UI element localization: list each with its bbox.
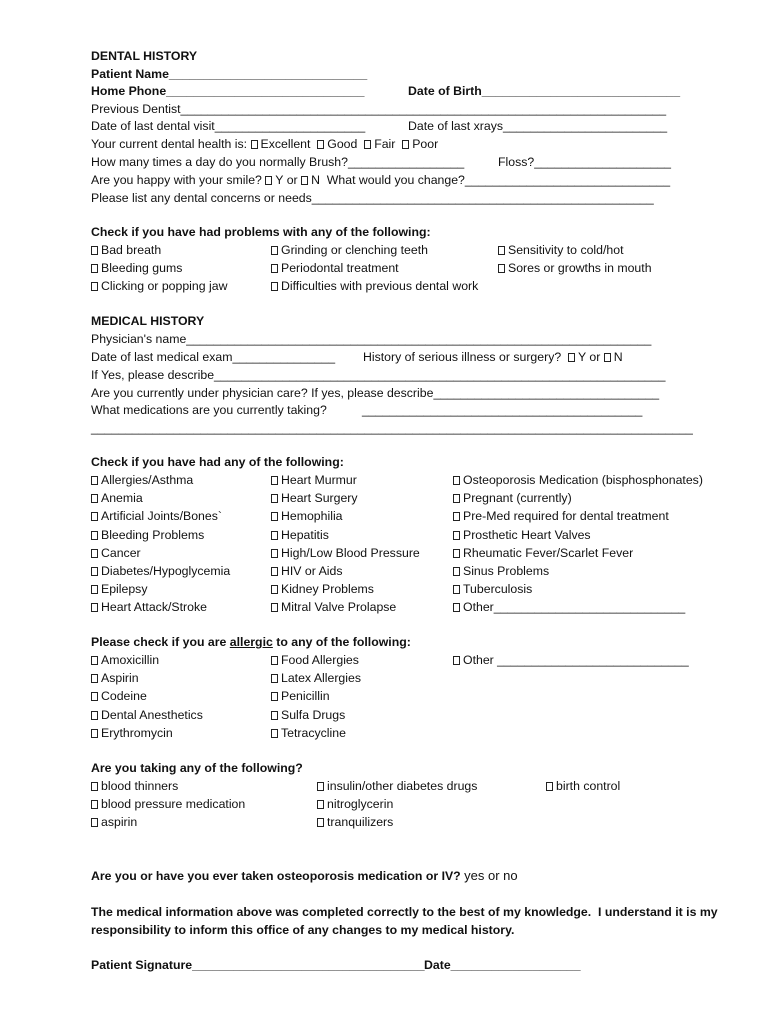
physician-name-field[interactable]: Physician's name____________________________________________________________________ (91, 332, 652, 346)
medication-item[interactable] (317, 778, 477, 794)
dental-problem-label: Clicking or popping jaw (101, 279, 228, 293)
dental-problem-label: Bad breath (101, 243, 162, 257)
checkbox[interactable] (271, 264, 278, 273)
medication-label: insulin/other diabetes drugs (327, 779, 478, 793)
checkbox[interactable] (402, 140, 409, 149)
medication-item[interactable] (91, 796, 245, 812)
condition-item[interactable] (453, 527, 591, 543)
medication-label: tranquilizers (327, 815, 394, 830)
condition-item[interactable] (453, 490, 572, 506)
statement-line-2: responsibility to inform this office of any changes to my medical history. (91, 923, 515, 937)
checkbox[interactable] (91, 585, 98, 594)
allergy-item[interactable] (91, 670, 139, 686)
checkbox[interactable] (271, 603, 278, 612)
allergy-item[interactable] (91, 725, 173, 741)
condition-item[interactable] (453, 545, 633, 561)
condition-item[interactable] (91, 527, 204, 543)
condition-item[interactable] (271, 508, 343, 524)
checkbox[interactable] (91, 800, 98, 809)
checkbox[interactable] (91, 711, 98, 720)
dental-problem-item[interactable] (498, 260, 652, 276)
allergy-label: Tetracycline (281, 725, 346, 740)
dental-problem-item[interactable] (271, 278, 478, 294)
medication-item[interactable] (317, 796, 393, 812)
osteo-question-text: Are you or have you ever taken osteoporosis medication or IV? (91, 869, 461, 883)
osteo-answer[interactable]: yes or no (464, 868, 518, 883)
medications-label: What medications are you currently taking? (91, 403, 327, 417)
condition-label: Diabetes/Hypoglycemia (101, 564, 231, 578)
patient-name-field[interactable]: Patient Name_____________________________ (91, 67, 368, 81)
option-fair: Fair (374, 137, 396, 151)
checkbox[interactable] (91, 282, 98, 291)
dental-problem-item[interactable] (91, 278, 227, 294)
date-of-birth-field[interactable]: Date of Birth_____________________________ (408, 84, 681, 98)
condition-item[interactable] (91, 508, 222, 524)
allergy-item[interactable] (91, 688, 147, 704)
checkbox[interactable] (453, 549, 460, 558)
last-dental-visit-field[interactable]: Date of last dental visit______________________ (91, 119, 366, 133)
allergy-label: Aspirin (101, 671, 139, 686)
allergy-label: Latex Allergies (281, 671, 361, 686)
checkbox[interactable] (453, 512, 460, 521)
condition-item[interactable] (91, 545, 141, 561)
physician-care-field[interactable]: Are you currently under physician care? If yes, please describe_________________________________ (91, 386, 660, 400)
condition-label: Tuberculosis (463, 582, 533, 597)
condition-item[interactable] (91, 581, 147, 597)
smile-row (91, 172, 670, 188)
condition-label: Kidney Problems (281, 582, 374, 597)
condition-item[interactable] (453, 581, 532, 597)
condition-label: Anemia (101, 491, 143, 506)
smile-change-field[interactable]: What would you change?______________________________ (326, 173, 671, 187)
patient-signature-field[interactable]: Patient Signature__________________________________ (91, 958, 425, 972)
allergy-item[interactable] (271, 652, 359, 668)
checkbox[interactable] (546, 782, 553, 791)
condition-item[interactable] (453, 472, 703, 488)
checkbox[interactable] (453, 531, 460, 540)
checkbox[interactable] (453, 656, 460, 665)
checkbox[interactable] (271, 711, 278, 720)
condition-label: Cancer (101, 545, 141, 560)
condition-label: Hemophilia (281, 509, 343, 524)
checkbox[interactable] (271, 494, 278, 503)
checkbox[interactable] (498, 264, 505, 273)
condition-label: Other____________________________ (463, 600, 686, 615)
condition-label: Mitral Valve Prolapse (281, 600, 397, 615)
checkbox[interactable] (91, 476, 98, 485)
allergy-label: Erythromycin (101, 725, 173, 740)
condition-label: Hepatitis (281, 527, 329, 542)
checkbox[interactable] (453, 603, 460, 612)
checkbox[interactable] (364, 140, 371, 149)
condition-item[interactable] (91, 563, 230, 579)
allergy-item[interactable] (453, 652, 689, 668)
medication-label: aspirin (101, 815, 138, 830)
condition-item[interactable] (271, 527, 329, 543)
condition-item[interactable] (453, 599, 685, 615)
condition-item[interactable] (453, 508, 669, 524)
yes-label: Y or (578, 350, 601, 364)
allergy-item[interactable] (271, 725, 346, 741)
dental-health-label: Your current dental health is: (91, 137, 248, 151)
condition-item[interactable] (271, 563, 343, 579)
checkbox[interactable] (271, 512, 278, 521)
condition-item[interactable] (91, 599, 207, 615)
checkbox[interactable] (453, 567, 460, 576)
allergy-item[interactable] (271, 688, 330, 704)
dental-concerns-field[interactable]: Please list any dental concerns or needs__________________________________________________ (91, 191, 654, 205)
checkbox[interactable] (317, 782, 324, 791)
checkbox[interactable] (453, 494, 460, 503)
checkbox[interactable] (453, 585, 460, 594)
medication-item[interactable] (317, 814, 393, 830)
checkbox[interactable] (91, 549, 98, 558)
checkbox-yes[interactable] (568, 353, 575, 362)
checkbox[interactable] (453, 476, 460, 485)
condition-label: Osteoporosis Medication (bisphosphonates) (463, 473, 703, 487)
dental-problems-heading: Check if you have had problems with any of the following: (91, 225, 431, 239)
medication-label: blood thinners (101, 779, 179, 793)
checkbox[interactable] (271, 549, 278, 558)
checkbox[interactable] (271, 531, 278, 540)
condition-label: Heart Surgery (281, 491, 358, 506)
no-label: N (613, 350, 623, 364)
checkbox[interactable] (91, 494, 98, 503)
previous-dentist-field[interactable]: Previous Dentist_______________________________________________________________________ (91, 102, 667, 116)
dental-problem-item[interactable] (271, 242, 428, 258)
checkbox[interactable] (271, 692, 278, 701)
checkbox[interactable] (271, 567, 278, 576)
condition-item[interactable] (271, 599, 396, 615)
checkbox[interactable] (91, 692, 98, 701)
allergy-label: Food Allergies (281, 653, 359, 667)
allergy-heading-pre: Please check if you are (91, 635, 230, 649)
checkbox[interactable] (271, 585, 278, 594)
dental-problem-item[interactable] (271, 260, 399, 276)
checkbox[interactable] (498, 246, 505, 255)
dental-problem-item[interactable] (91, 260, 182, 276)
checkbox[interactable] (91, 567, 98, 576)
condition-label: Epilepsy (101, 582, 148, 597)
dental-health-row (91, 136, 438, 152)
medications-extra-line[interactable]: ________________________________________________________________________________________ (91, 421, 693, 435)
condition-label: Rheumatic Fever/Scarlet Fever (463, 545, 634, 560)
allergic-word: allergic (229, 635, 273, 649)
serious-illness-row (363, 349, 623, 365)
home-phone-field[interactable]: Home Phone_____________________________ (91, 84, 365, 98)
checkbox[interactable] (317, 818, 324, 827)
condition-label: Artificial Joints/Bones` (101, 509, 222, 524)
checkbox[interactable] (271, 282, 278, 291)
condition-label: Sinus Problems (463, 564, 550, 578)
checkbox[interactable] (271, 729, 278, 738)
checkbox[interactable] (91, 246, 98, 255)
allergy-label: Penicillin (281, 689, 330, 704)
checkbox-yes[interactable] (265, 176, 272, 185)
dental-problem-label: Difficulties with previous dental work (281, 279, 479, 293)
condition-item[interactable] (271, 490, 358, 506)
condition-label: Bleeding Problems (101, 527, 205, 542)
condition-label: Pre-Med required for dental treatment (463, 509, 669, 524)
signature-date-field[interactable]: Date___________________ (424, 958, 581, 972)
condition-label: Heart Murmur (281, 473, 357, 487)
condition-item[interactable] (271, 472, 357, 488)
checkbox[interactable] (91, 729, 98, 738)
checkbox[interactable] (91, 603, 98, 612)
serious-illness-label: History of serious illness or surgery? (363, 350, 562, 364)
no-label: N (311, 173, 320, 187)
dental-problem-label: Grinding or clenching teeth (281, 243, 428, 257)
allergy-label: Dental Anesthetics (101, 707, 203, 722)
medications-field[interactable]: _________________________________________ (362, 403, 643, 417)
dental-problem-item[interactable] (498, 242, 624, 258)
option-good: Good (327, 137, 358, 151)
checkbox[interactable] (91, 512, 98, 521)
allergy-label: Sulfa Drugs (281, 707, 346, 722)
condition-label: HIV or Aids (281, 564, 343, 578)
checkbox[interactable] (271, 656, 278, 665)
condition-item[interactable] (91, 472, 193, 488)
checkbox[interactable] (91, 531, 98, 540)
allergy-item[interactable] (271, 670, 361, 686)
medication-label: birth control (556, 779, 621, 793)
checkbox[interactable] (91, 674, 98, 683)
dental-problem-label: Sensitivity to cold/hot (508, 243, 624, 257)
taking-heading: Are you taking any of the following? (91, 761, 303, 775)
last-xrays-field[interactable]: Date of last xrays________________________ (408, 119, 668, 133)
medication-label: blood pressure medication (101, 797, 246, 812)
condition-item[interactable] (91, 490, 143, 506)
checkbox[interactable] (271, 476, 278, 485)
condition-label: Prosthetic Heart Valves (463, 527, 591, 542)
condition-label: Pregnant (currently) (463, 491, 572, 506)
dental-problem-label: Sores or growths in mouth (508, 261, 652, 275)
dental-problem-label: Periodontal treatment (281, 261, 399, 275)
condition-item[interactable] (453, 563, 549, 579)
medication-item[interactable] (546, 778, 620, 794)
allergy-item[interactable] (91, 707, 203, 723)
dental-problem-label: Bleeding gums (101, 261, 183, 275)
allergy-heading (91, 634, 411, 650)
conditions-heading: Check if you have had any of the following: (91, 455, 344, 469)
brush-field[interactable]: How many times a day do you normally Brush?_________________ (91, 155, 465, 169)
checkbox[interactable] (271, 246, 278, 255)
checkbox[interactable] (91, 782, 98, 791)
condition-item[interactable] (271, 581, 374, 597)
checkbox[interactable] (91, 264, 98, 273)
checkbox-no[interactable] (604, 353, 611, 362)
checkbox[interactable] (317, 140, 324, 149)
checkbox[interactable] (251, 140, 258, 149)
allergy-label: Amoxicillin (101, 653, 160, 667)
medical-history-title: MEDICAL HISTORY (91, 314, 205, 328)
checkbox[interactable] (317, 800, 324, 809)
checkbox-no[interactable] (301, 176, 308, 185)
condition-label: High/Low Blood Pressure (281, 545, 420, 560)
medication-item[interactable] (91, 814, 137, 830)
yes-label: Y or (275, 173, 298, 187)
option-poor: Poor (412, 137, 439, 151)
allergy-heading-post: to any of the following: (272, 635, 411, 649)
smile-label: Are you happy with your smile? (91, 173, 262, 187)
checkbox[interactable] (91, 818, 98, 827)
checkbox[interactable] (91, 656, 98, 665)
allergy-label: Codeine (101, 689, 147, 704)
floss-field[interactable]: Floss?____________________ (498, 155, 671, 169)
last-medical-exam-field[interactable]: Date of last medical exam_______________ (91, 350, 336, 364)
medication-item[interactable] (91, 778, 178, 794)
medication-label: nitroglycerin (327, 797, 394, 812)
allergy-item[interactable] (271, 707, 345, 723)
dental-history-title: DENTAL HISTORY (91, 49, 198, 63)
allergy-item[interactable] (91, 652, 159, 668)
allergy-label: Other ____________________________ (463, 653, 689, 667)
osteoporosis-question (91, 868, 518, 884)
option-excellent: Excellent (260, 137, 311, 151)
dental-problem-item[interactable] (91, 242, 161, 258)
statement-line-1: The medical information above was completed correctly to the best of my knowledge. I understand it is my (91, 905, 718, 919)
if-yes-describe-field[interactable]: If Yes, please describe__________________________________________________________________ (91, 368, 666, 382)
checkbox[interactable] (271, 674, 278, 683)
condition-label: Allergies/Asthma (101, 473, 194, 487)
condition-item[interactable] (271, 545, 420, 561)
condition-label: Heart Attack/Stroke (101, 600, 207, 615)
